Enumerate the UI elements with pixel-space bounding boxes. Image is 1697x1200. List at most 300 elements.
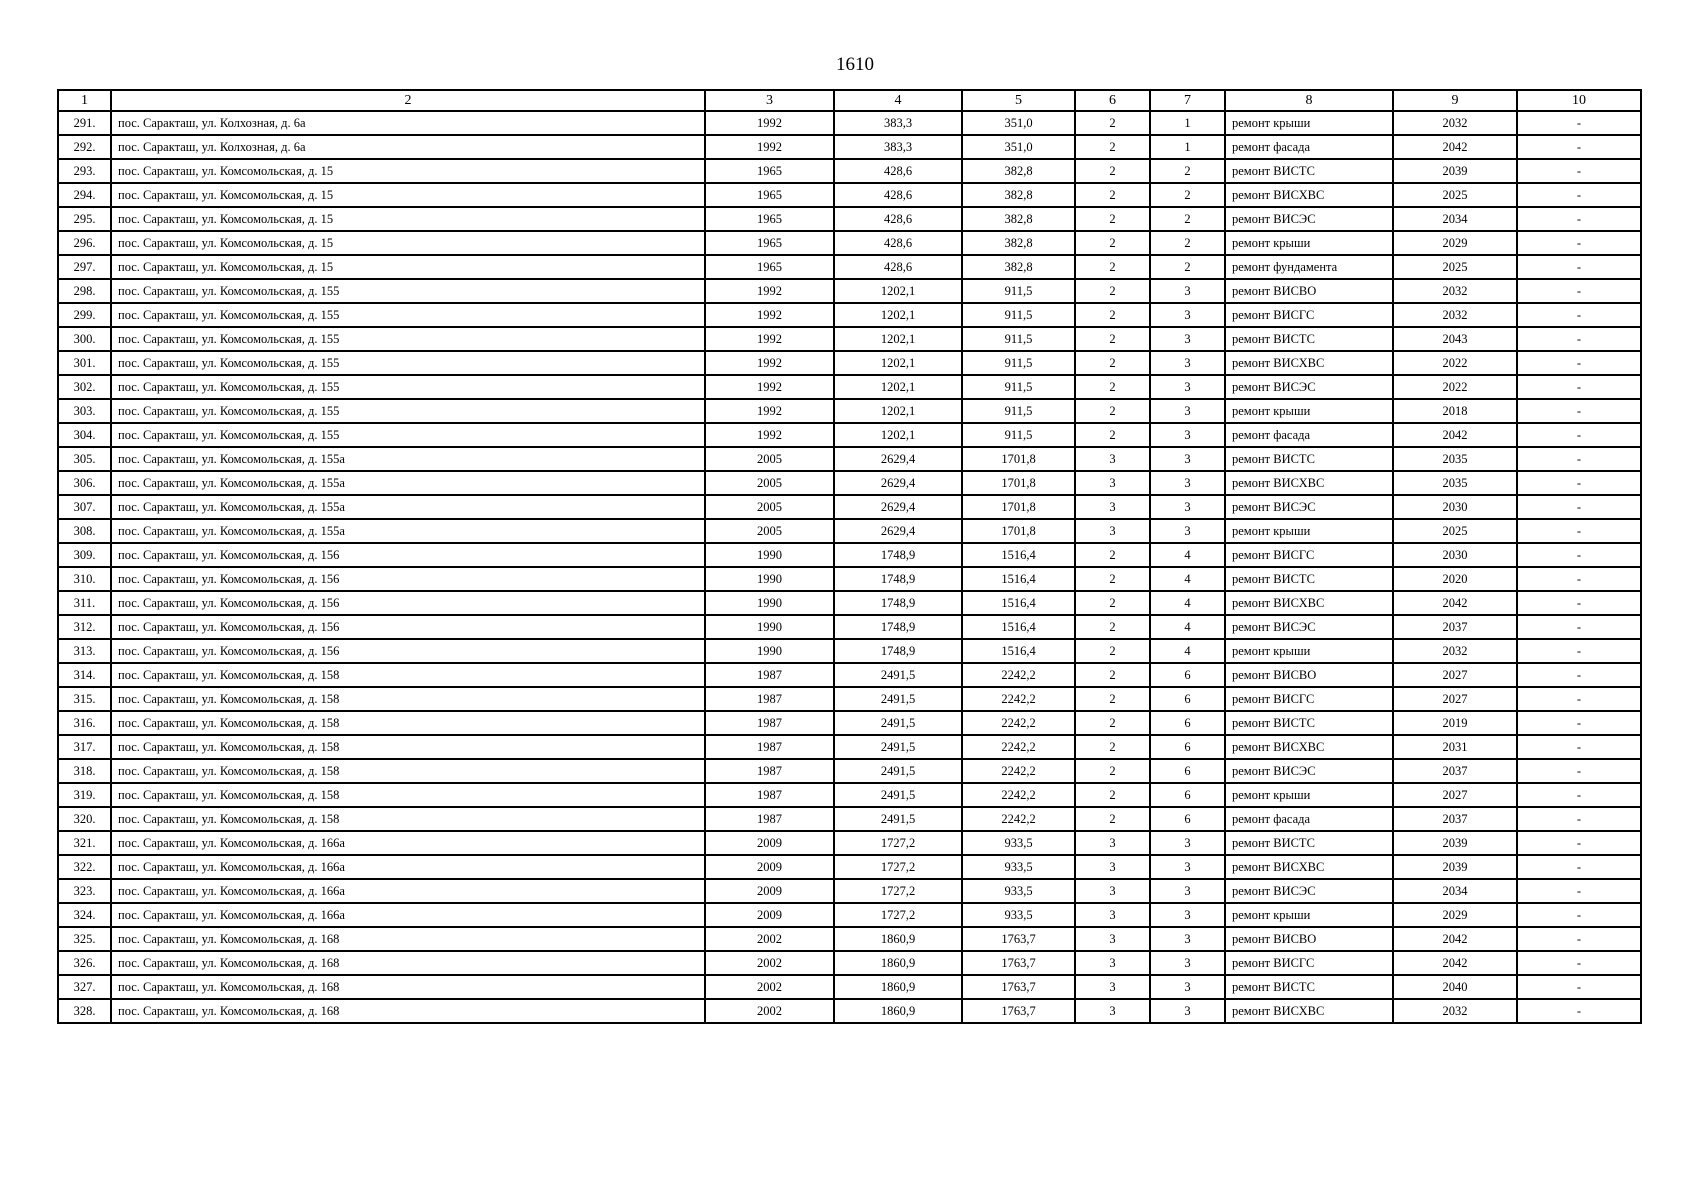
row-number-cell: 304. [58, 423, 111, 447]
work-type-cell: ремонт ВИСГС [1225, 951, 1393, 975]
work-type-cell: ремонт ВИСЭС [1225, 207, 1393, 231]
living-area-cell: 351,0 [962, 135, 1075, 159]
table-row [58, 543, 1641, 567]
cell-10-cell: - [1517, 207, 1641, 231]
address-cell: пос. Саракташ, ул. Комсомольская, д. 156 [111, 639, 705, 663]
entrances-cell: 6 [1150, 735, 1225, 759]
year-built-cell: 1990 [705, 615, 834, 639]
work-type-cell: ремонт фасада [1225, 135, 1393, 159]
row-number-cell: 315. [58, 687, 111, 711]
cell-10-cell: - [1517, 759, 1641, 783]
address-cell: пос. Саракташ, ул. Комсомольская, д. 168 [111, 951, 705, 975]
cell-10-cell: - [1517, 159, 1641, 183]
living-area-cell: 382,8 [962, 255, 1075, 279]
entrances-cell: 3 [1150, 399, 1225, 423]
entrances-cell: 3 [1150, 471, 1225, 495]
cell-10-cell: - [1517, 183, 1641, 207]
row-number-cell: 302. [58, 375, 111, 399]
address-cell: пос. Саракташ, ул. Комсомольская, д. 166а [111, 903, 705, 927]
row-number-cell: 327. [58, 975, 111, 999]
living-area-cell: 911,5 [962, 375, 1075, 399]
work-type-cell: ремонт ВИСХВС [1225, 351, 1393, 375]
total-area-cell: 1202,1 [834, 399, 962, 423]
column-header-7: 7 [1150, 90, 1225, 111]
year-built-cell: 1992 [705, 399, 834, 423]
floors-cell: 2 [1075, 663, 1150, 687]
year-built-cell: 2002 [705, 927, 834, 951]
address-cell: пос. Саракташ, ул. Комсомольская, д. 156 [111, 543, 705, 567]
entrances-cell: 3 [1150, 327, 1225, 351]
table-row [58, 975, 1641, 999]
planned-year-cell: 2027 [1393, 663, 1517, 687]
living-area-cell: 1763,7 [962, 951, 1075, 975]
table-row [58, 447, 1641, 471]
cell-10-cell: - [1517, 975, 1641, 999]
column-header-5: 5 [962, 90, 1075, 111]
cell-10-cell: - [1517, 999, 1641, 1023]
year-built-cell: 1965 [705, 255, 834, 279]
total-area-cell: 1727,2 [834, 879, 962, 903]
year-built-cell: 1990 [705, 543, 834, 567]
work-type-cell: ремонт крыши [1225, 519, 1393, 543]
floors-cell: 3 [1075, 495, 1150, 519]
entrances-cell: 4 [1150, 567, 1225, 591]
address-cell: пос. Саракташ, ул. Комсомольская, д. 155 [111, 351, 705, 375]
planned-year-cell: 2032 [1393, 639, 1517, 663]
year-built-cell: 1992 [705, 351, 834, 375]
cell-10-cell: - [1517, 687, 1641, 711]
table-row [58, 495, 1641, 519]
entrances-cell: 2 [1150, 255, 1225, 279]
table-row [58, 903, 1641, 927]
year-built-cell: 2009 [705, 855, 834, 879]
entrances-cell: 2 [1150, 231, 1225, 255]
address-cell: пос. Саракташ, ул. Комсомольская, д. 155 [111, 423, 705, 447]
floors-cell: 2 [1075, 711, 1150, 735]
living-area-cell: 911,5 [962, 279, 1075, 303]
total-area-cell: 2491,5 [834, 759, 962, 783]
floors-cell: 3 [1075, 519, 1150, 543]
living-area-cell: 933,5 [962, 855, 1075, 879]
total-area-cell: 1202,1 [834, 351, 962, 375]
year-built-cell: 1992 [705, 279, 834, 303]
entrances-cell: 3 [1150, 975, 1225, 999]
table-row [58, 639, 1641, 663]
total-area-cell: 2629,4 [834, 447, 962, 471]
year-built-cell: 2002 [705, 999, 834, 1023]
total-area-cell: 2491,5 [834, 783, 962, 807]
table-row [58, 591, 1641, 615]
row-number-cell: 307. [58, 495, 111, 519]
total-area-cell: 1860,9 [834, 999, 962, 1023]
living-area-cell: 2242,2 [962, 687, 1075, 711]
column-header-2: 2 [111, 90, 705, 111]
entrances-cell: 3 [1150, 999, 1225, 1023]
column-header-9: 9 [1393, 90, 1517, 111]
year-built-cell: 1992 [705, 111, 834, 135]
floors-cell: 2 [1075, 135, 1150, 159]
entrances-cell: 3 [1150, 423, 1225, 447]
cell-10-cell: - [1517, 711, 1641, 735]
year-built-cell: 1965 [705, 231, 834, 255]
entrances-cell: 4 [1150, 543, 1225, 567]
living-area-cell: 1763,7 [962, 975, 1075, 999]
floors-cell: 2 [1075, 783, 1150, 807]
address-cell: пос. Саракташ, ул. Комсомольская, д. 155 [111, 399, 705, 423]
floors-cell: 3 [1075, 855, 1150, 879]
address-cell: пос. Саракташ, ул. Комсомольская, д. 155а [111, 471, 705, 495]
year-built-cell: 2009 [705, 903, 834, 927]
entrances-cell: 4 [1150, 591, 1225, 615]
total-area-cell: 1202,1 [834, 279, 962, 303]
floors-cell: 2 [1075, 399, 1150, 423]
work-type-cell: ремонт фасада [1225, 423, 1393, 447]
work-type-cell: ремонт крыши [1225, 903, 1393, 927]
floors-cell: 3 [1075, 879, 1150, 903]
living-area-cell: 1701,8 [962, 519, 1075, 543]
living-area-cell: 911,5 [962, 351, 1075, 375]
year-built-cell: 1992 [705, 327, 834, 351]
address-cell: пос. Саракташ, ул. Комсомольская, д. 155а [111, 447, 705, 471]
row-number-cell: 318. [58, 759, 111, 783]
living-area-cell: 1516,4 [962, 639, 1075, 663]
column-header-3: 3 [705, 90, 834, 111]
work-type-cell: ремонт ВИСТС [1225, 159, 1393, 183]
floors-cell: 2 [1075, 183, 1150, 207]
floors-cell: 2 [1075, 111, 1150, 135]
work-type-cell: ремонт крыши [1225, 639, 1393, 663]
address-cell: пос. Саракташ, ул. Комсомольская, д. 166а [111, 855, 705, 879]
total-area-cell: 2491,5 [834, 735, 962, 759]
year-built-cell: 1990 [705, 567, 834, 591]
table-row [58, 951, 1641, 975]
year-built-cell: 1992 [705, 135, 834, 159]
work-type-cell: ремонт ВИСТС [1225, 711, 1393, 735]
entrances-cell: 3 [1150, 903, 1225, 927]
planned-year-cell: 2039 [1393, 855, 1517, 879]
total-area-cell: 2629,4 [834, 519, 962, 543]
cell-10-cell: - [1517, 807, 1641, 831]
year-built-cell: 1987 [705, 735, 834, 759]
row-number-cell: 296. [58, 231, 111, 255]
cell-10-cell: - [1517, 327, 1641, 351]
entrances-cell: 3 [1150, 495, 1225, 519]
entrances-cell: 2 [1150, 207, 1225, 231]
entrances-cell: 2 [1150, 183, 1225, 207]
row-number-cell: 291. [58, 111, 111, 135]
entrances-cell: 3 [1150, 951, 1225, 975]
work-type-cell: ремонт ВИСВО [1225, 663, 1393, 687]
address-cell: пос. Саракташ, ул. Комсомольская, д. 155 [111, 327, 705, 351]
planned-year-cell: 2039 [1393, 831, 1517, 855]
address-cell: пос. Саракташ, ул. Комсомольская, д. 158 [111, 735, 705, 759]
address-cell: пос. Саракташ, ул. Комсомольская, д. 15 [111, 207, 705, 231]
row-number-cell: 311. [58, 591, 111, 615]
floors-cell: 3 [1075, 927, 1150, 951]
year-built-cell: 1992 [705, 303, 834, 327]
row-number-cell: 295. [58, 207, 111, 231]
entrances-cell: 3 [1150, 855, 1225, 879]
living-area-cell: 1516,4 [962, 543, 1075, 567]
header-row [58, 90, 1641, 111]
cell-10-cell: - [1517, 519, 1641, 543]
address-cell: пос. Саракташ, ул. Комсомольская, д. 155 [111, 375, 705, 399]
entrances-cell: 3 [1150, 303, 1225, 327]
table-row [58, 279, 1641, 303]
cell-10-cell: - [1517, 927, 1641, 951]
entrances-cell: 6 [1150, 711, 1225, 735]
row-number-cell: 320. [58, 807, 111, 831]
work-type-cell: ремонт ВИСВО [1225, 927, 1393, 951]
work-type-cell: ремонт ВИСХВС [1225, 183, 1393, 207]
total-area-cell: 1860,9 [834, 927, 962, 951]
cell-10-cell: - [1517, 639, 1641, 663]
work-type-cell: ремонт крыши [1225, 111, 1393, 135]
planned-year-cell: 2042 [1393, 135, 1517, 159]
address-cell: пос. Саракташ, ул. Комсомольская, д. 158 [111, 807, 705, 831]
row-number-cell: 300. [58, 327, 111, 351]
total-area-cell: 1748,9 [834, 567, 962, 591]
address-cell: пос. Саракташ, ул. Комсомольская, д. 15 [111, 255, 705, 279]
table-row [58, 783, 1641, 807]
floors-cell: 2 [1075, 279, 1150, 303]
floors-cell: 3 [1075, 471, 1150, 495]
entrances-cell: 3 [1150, 519, 1225, 543]
entrances-cell: 6 [1150, 663, 1225, 687]
total-area-cell: 2629,4 [834, 495, 962, 519]
living-area-cell: 382,8 [962, 159, 1075, 183]
column-header-6: 6 [1075, 90, 1150, 111]
floors-cell: 3 [1075, 975, 1150, 999]
address-cell: пос. Саракташ, ул. Колхозная, д. 6а [111, 135, 705, 159]
address-cell: пос. Саракташ, ул. Комсомольская, д. 15 [111, 159, 705, 183]
planned-year-cell: 2025 [1393, 255, 1517, 279]
total-area-cell: 1727,2 [834, 903, 962, 927]
row-number-cell: 313. [58, 639, 111, 663]
cell-10-cell: - [1517, 567, 1641, 591]
total-area-cell: 1727,2 [834, 855, 962, 879]
row-number-cell: 299. [58, 303, 111, 327]
column-header-8: 8 [1225, 90, 1393, 111]
cell-10-cell: - [1517, 615, 1641, 639]
total-area-cell: 1748,9 [834, 591, 962, 615]
total-area-cell: 428,6 [834, 207, 962, 231]
planned-year-cell: 2020 [1393, 567, 1517, 591]
row-number-cell: 308. [58, 519, 111, 543]
planned-year-cell: 2040 [1393, 975, 1517, 999]
entrances-cell: 3 [1150, 375, 1225, 399]
work-type-cell: ремонт ВИСТС [1225, 975, 1393, 999]
floors-cell: 3 [1075, 831, 1150, 855]
entrances-cell: 3 [1150, 927, 1225, 951]
living-area-cell: 1516,4 [962, 567, 1075, 591]
planned-year-cell: 2027 [1393, 687, 1517, 711]
table-row [58, 183, 1641, 207]
address-cell: пос. Саракташ, ул. Комсомольская, д. 156 [111, 567, 705, 591]
total-area-cell: 428,6 [834, 183, 962, 207]
table-row [58, 687, 1641, 711]
table-row [58, 231, 1641, 255]
living-area-cell: 1516,4 [962, 591, 1075, 615]
year-built-cell: 1987 [705, 687, 834, 711]
year-built-cell: 2002 [705, 975, 834, 999]
work-type-cell: ремонт ВИСЭС [1225, 759, 1393, 783]
floors-cell: 2 [1075, 327, 1150, 351]
floors-cell: 2 [1075, 759, 1150, 783]
year-built-cell: 2005 [705, 447, 834, 471]
row-number-cell: 297. [58, 255, 111, 279]
floors-cell: 2 [1075, 687, 1150, 711]
floors-cell: 2 [1075, 207, 1150, 231]
table-row [58, 927, 1641, 951]
address-cell: пос. Саракташ, ул. Комсомольская, д. 15 [111, 183, 705, 207]
floors-cell: 2 [1075, 615, 1150, 639]
work-type-cell: ремонт крыши [1225, 231, 1393, 255]
floors-cell: 3 [1075, 951, 1150, 975]
work-type-cell: ремонт ВИСТС [1225, 831, 1393, 855]
planned-year-cell: 2042 [1393, 591, 1517, 615]
total-area-cell: 1202,1 [834, 327, 962, 351]
planned-year-cell: 2032 [1393, 111, 1517, 135]
planned-year-cell: 2042 [1393, 927, 1517, 951]
entrances-cell: 6 [1150, 807, 1225, 831]
row-number-cell: 293. [58, 159, 111, 183]
living-area-cell: 933,5 [962, 831, 1075, 855]
work-type-cell: ремонт ВИСХВС [1225, 735, 1393, 759]
total-area-cell: 1202,1 [834, 303, 962, 327]
planned-year-cell: 2037 [1393, 807, 1517, 831]
cell-10-cell: - [1517, 855, 1641, 879]
entrances-cell: 4 [1150, 615, 1225, 639]
year-built-cell: 2002 [705, 951, 834, 975]
cell-10-cell: - [1517, 351, 1641, 375]
cell-10-cell: - [1517, 231, 1641, 255]
floors-cell: 3 [1075, 903, 1150, 927]
year-built-cell: 2009 [705, 831, 834, 855]
planned-year-cell: 2032 [1393, 279, 1517, 303]
cell-10-cell: - [1517, 375, 1641, 399]
planned-year-cell: 2037 [1393, 759, 1517, 783]
row-number-cell: 312. [58, 615, 111, 639]
floors-cell: 2 [1075, 807, 1150, 831]
entrances-cell: 3 [1150, 879, 1225, 903]
year-built-cell: 1965 [705, 183, 834, 207]
row-number-cell: 328. [58, 999, 111, 1023]
address-cell: пос. Саракташ, ул. Комсомольская, д. 158 [111, 711, 705, 735]
floors-cell: 2 [1075, 375, 1150, 399]
planned-year-cell: 2037 [1393, 615, 1517, 639]
row-number-cell: 303. [58, 399, 111, 423]
entrances-cell: 4 [1150, 639, 1225, 663]
table-body [58, 111, 1641, 1023]
planned-year-cell: 2035 [1393, 447, 1517, 471]
living-area-cell: 1763,7 [962, 999, 1075, 1023]
floors-cell: 2 [1075, 303, 1150, 327]
cell-10-cell: - [1517, 471, 1641, 495]
floors-cell: 2 [1075, 231, 1150, 255]
living-area-cell: 1701,8 [962, 447, 1075, 471]
floors-cell: 2 [1075, 255, 1150, 279]
total-area-cell: 1202,1 [834, 423, 962, 447]
address-cell: пос. Саракташ, ул. Комсомольская, д. 158 [111, 663, 705, 687]
total-area-cell: 2491,5 [834, 663, 962, 687]
row-number-cell: 294. [58, 183, 111, 207]
planned-year-cell: 2031 [1393, 735, 1517, 759]
address-cell: пос. Саракташ, ул. Комсомольская, д. 158 [111, 783, 705, 807]
year-built-cell: 1965 [705, 159, 834, 183]
total-area-cell: 428,6 [834, 231, 962, 255]
column-header-10: 10 [1517, 90, 1641, 111]
row-number-cell: 301. [58, 351, 111, 375]
living-area-cell: 1763,7 [962, 927, 1075, 951]
entrances-cell: 6 [1150, 759, 1225, 783]
cell-10-cell: - [1517, 399, 1641, 423]
work-type-cell: ремонт ВИСХВС [1225, 855, 1393, 879]
living-area-cell: 2242,2 [962, 663, 1075, 687]
living-area-cell: 382,8 [962, 183, 1075, 207]
planned-year-cell: 2034 [1393, 879, 1517, 903]
row-number-cell: 319. [58, 783, 111, 807]
work-type-cell: ремонт ВИСТС [1225, 567, 1393, 591]
work-type-cell: ремонт фасада [1225, 807, 1393, 831]
planned-year-cell: 2043 [1393, 327, 1517, 351]
work-type-cell: ремонт ВИСТС [1225, 327, 1393, 351]
table-row [58, 855, 1641, 879]
column-header-1: 1 [58, 90, 111, 111]
work-type-cell: ремонт ВИСГС [1225, 687, 1393, 711]
cell-10-cell: - [1517, 255, 1641, 279]
total-area-cell: 1860,9 [834, 951, 962, 975]
floors-cell: 2 [1075, 735, 1150, 759]
address-cell: пос. Саракташ, ул. Комсомольская, д. 168 [111, 975, 705, 999]
entrances-cell: 3 [1150, 447, 1225, 471]
planned-year-cell: 2022 [1393, 375, 1517, 399]
table-row [58, 135, 1641, 159]
living-area-cell: 933,5 [962, 903, 1075, 927]
cell-10-cell: - [1517, 423, 1641, 447]
row-number-cell: 305. [58, 447, 111, 471]
planned-year-cell: 2030 [1393, 495, 1517, 519]
floors-cell: 2 [1075, 543, 1150, 567]
cell-10-cell: - [1517, 135, 1641, 159]
cell-10-cell: - [1517, 831, 1641, 855]
table-row [58, 303, 1641, 327]
planned-year-cell: 2030 [1393, 543, 1517, 567]
planned-year-cell: 2029 [1393, 903, 1517, 927]
floors-cell: 2 [1075, 567, 1150, 591]
total-area-cell: 2491,5 [834, 711, 962, 735]
planned-year-cell: 2019 [1393, 711, 1517, 735]
row-number-cell: 316. [58, 711, 111, 735]
table-row [58, 159, 1641, 183]
total-area-cell: 1748,9 [834, 543, 962, 567]
year-built-cell: 1987 [705, 807, 834, 831]
table-row [58, 759, 1641, 783]
work-type-cell: ремонт крыши [1225, 399, 1393, 423]
year-built-cell: 2005 [705, 495, 834, 519]
cell-10-cell: - [1517, 111, 1641, 135]
entrances-cell: 3 [1150, 279, 1225, 303]
cell-10-cell: - [1517, 495, 1641, 519]
page-number: 1610 [836, 54, 874, 75]
table-row [58, 999, 1641, 1023]
year-built-cell: 2009 [705, 879, 834, 903]
entrances-cell: 1 [1150, 135, 1225, 159]
entrances-cell: 6 [1150, 687, 1225, 711]
row-number-cell: 326. [58, 951, 111, 975]
table-row [58, 663, 1641, 687]
work-type-cell: ремонт ВИСХВС [1225, 999, 1393, 1023]
